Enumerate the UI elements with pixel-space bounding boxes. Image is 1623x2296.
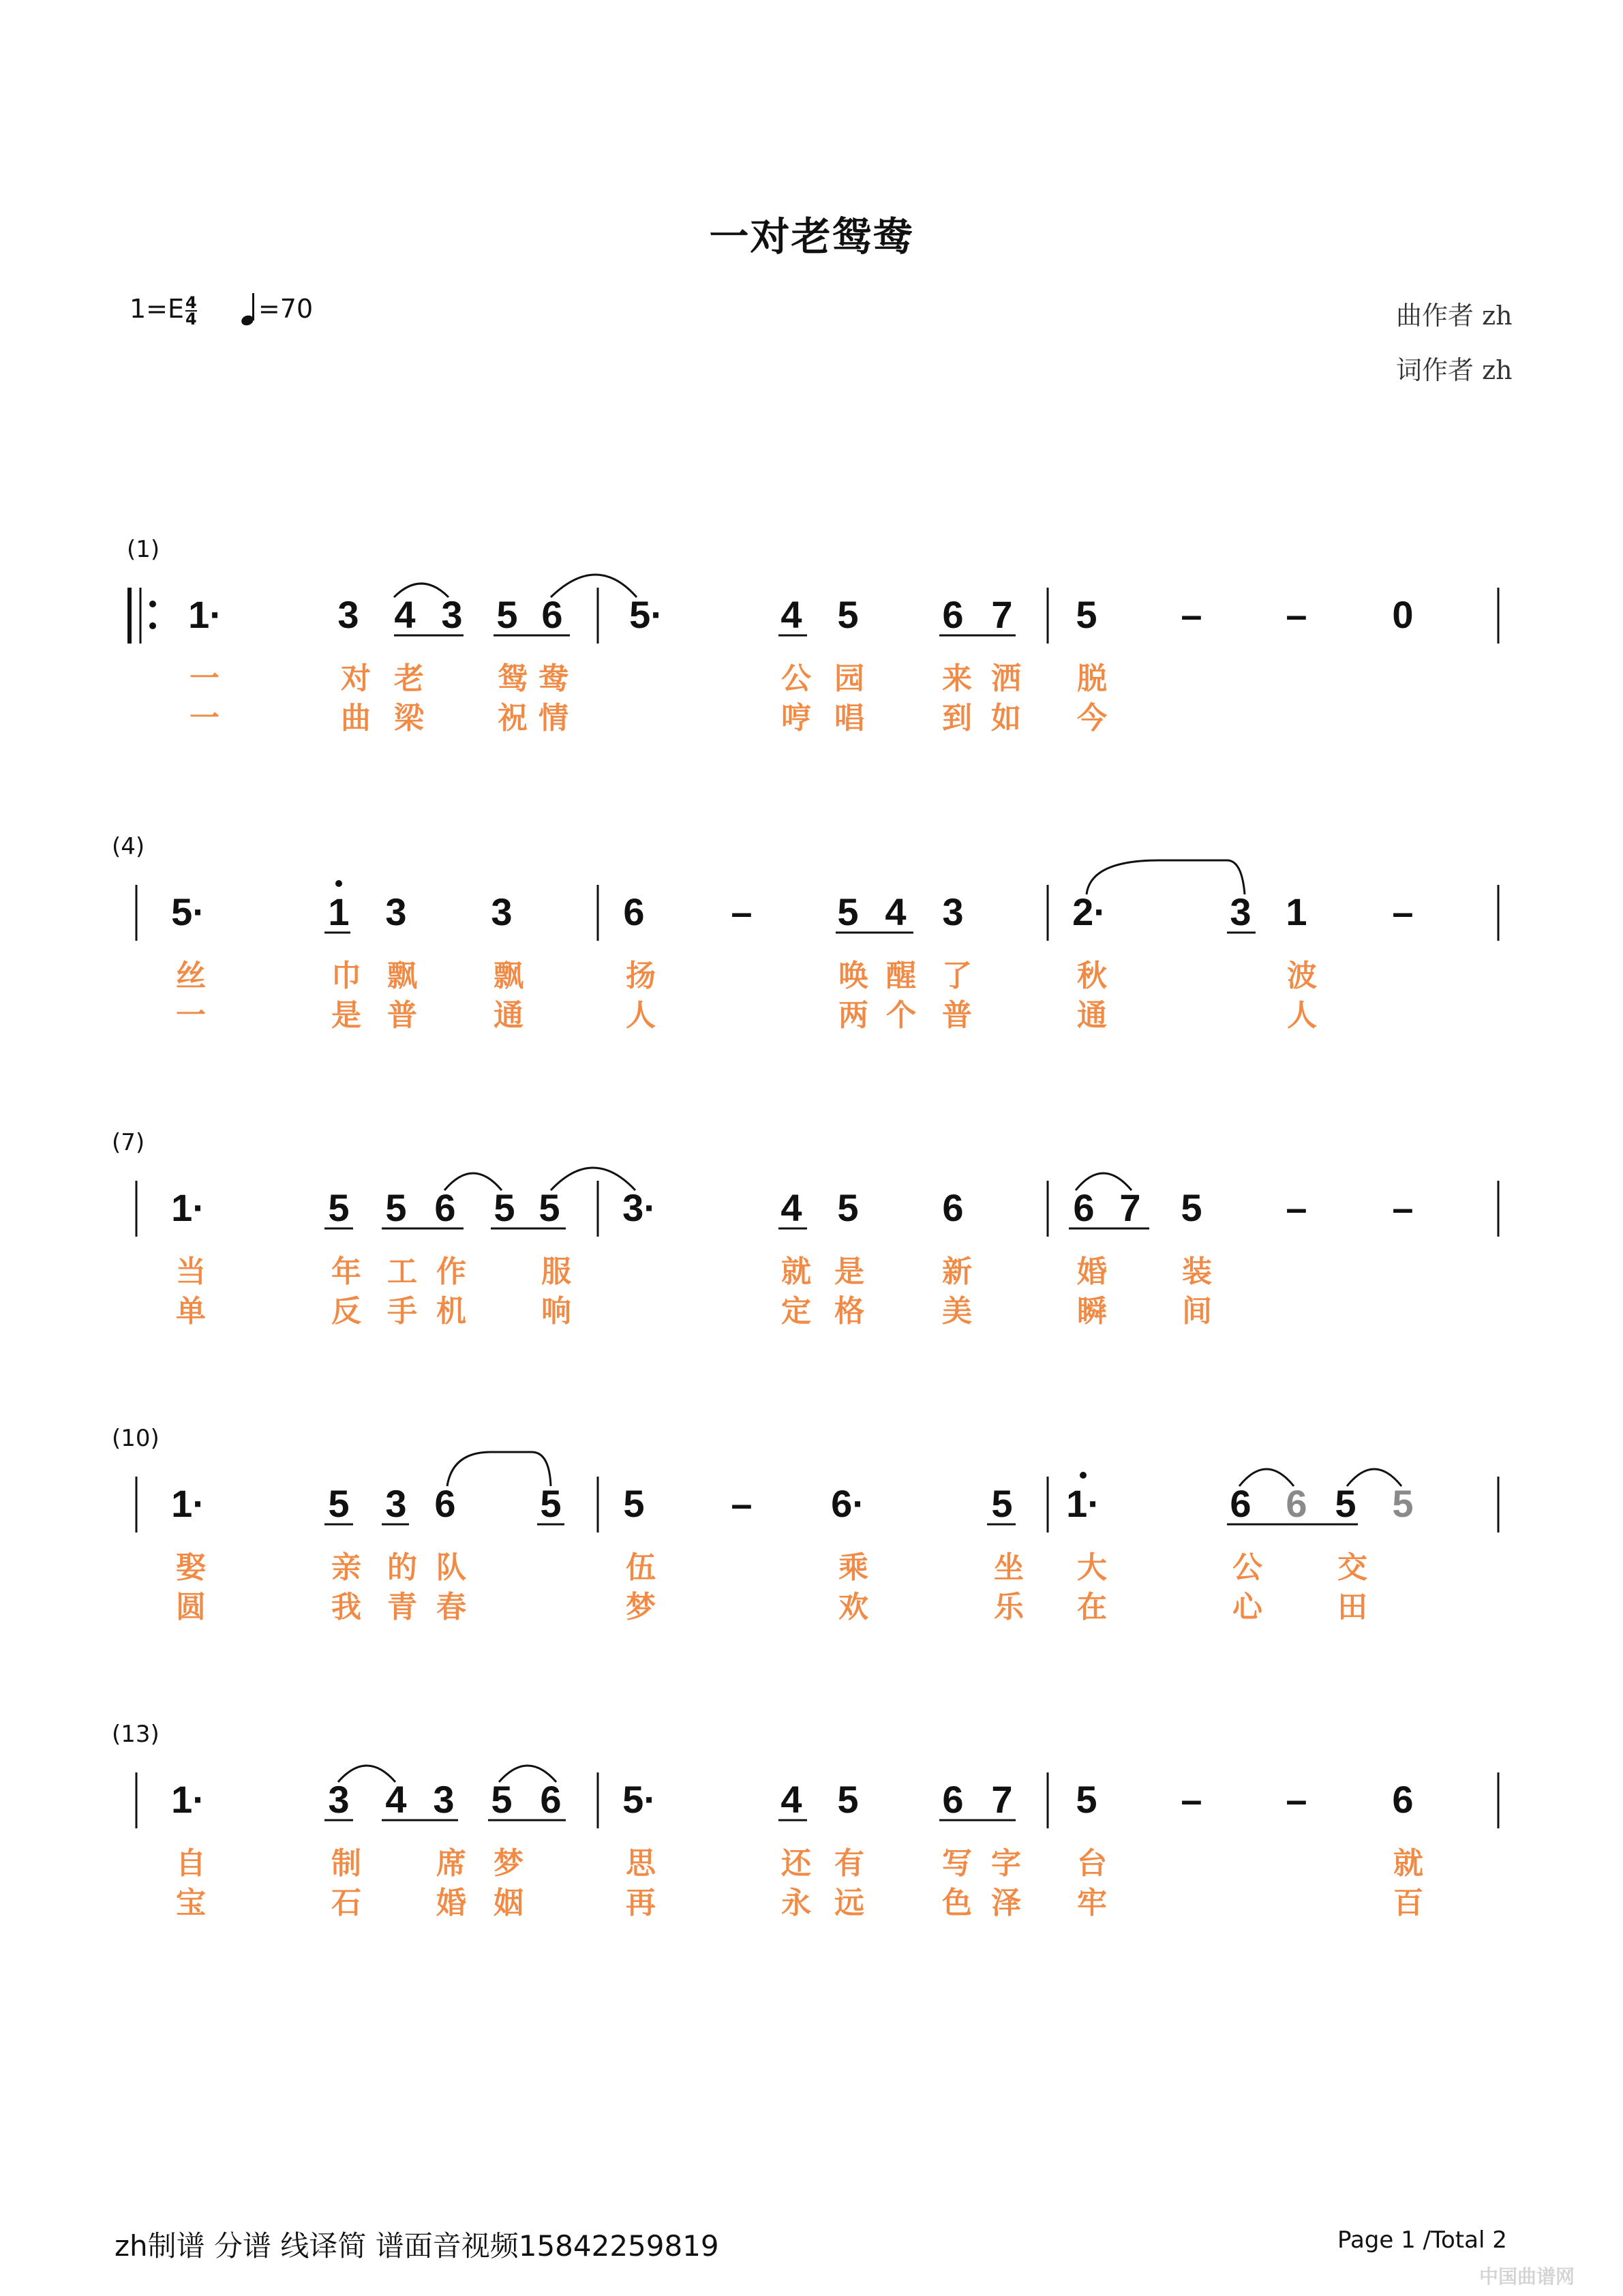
lyric: 洒 [991, 661, 1021, 696]
note: 5 [1076, 1778, 1097, 1821]
lyric: 春 [436, 1590, 466, 1625]
lyric: 圆 [176, 1590, 206, 1625]
lyric: 心 [1232, 1590, 1262, 1625]
note: 3 [491, 890, 513, 933]
lyric: 丝 [176, 958, 206, 993]
note: 5 [623, 1482, 645, 1525]
lyric: 个 [886, 998, 916, 1033]
note: 6 [1230, 1482, 1252, 1525]
lyric: 姻 [494, 1886, 524, 1920]
watermark-logo: 中国曲谱网 [1479, 2265, 1575, 2288]
note: 1· [171, 1778, 205, 1821]
note: 7 [991, 593, 1013, 636]
note: 6· [831, 1482, 865, 1525]
lyric: 还 [781, 1846, 811, 1881]
note: 1 [1286, 890, 1307, 933]
lyric: 是 [834, 1254, 864, 1289]
measure-number: (13) [112, 1721, 160, 1748]
note: 5 [494, 1186, 515, 1229]
lyric: 坐 [994, 1550, 1024, 1585]
lyric: 美 [942, 1294, 972, 1329]
lyric: 普 [387, 998, 417, 1033]
lyric: 年 [331, 1254, 361, 1289]
dash: – [1286, 1778, 1307, 1821]
lyric: 今 [1077, 701, 1107, 736]
lyric: 我 [331, 1590, 361, 1625]
lyric: 制 [331, 1846, 361, 1881]
note: 6 [1073, 1186, 1095, 1229]
note: 4 [885, 890, 907, 933]
note: 1· [1066, 1482, 1100, 1525]
lyric: 百 [1393, 1886, 1423, 1920]
note: 5 [1076, 593, 1097, 636]
lyric: 席 [436, 1846, 466, 1881]
lyric: 的 [387, 1550, 417, 1585]
note: 4 [394, 593, 416, 636]
lyric: 一 [176, 998, 206, 1033]
lyric: 单 [176, 1294, 206, 1329]
footer-credit: zh制谱 分谱 线译简 谱面音视频15842259819 [115, 2229, 719, 2263]
lyric: 手 [387, 1294, 417, 1329]
note: 5 [328, 1482, 350, 1525]
note-grey: 5 [1392, 1482, 1414, 1525]
lyric: 通 [494, 998, 524, 1033]
octave-dot [1080, 1472, 1087, 1479]
dash: – [1392, 1186, 1414, 1229]
lyric: 人 [626, 998, 656, 1033]
note: 5 [837, 593, 859, 636]
measure-number: (4) [112, 833, 145, 860]
lyric: 乐 [994, 1590, 1024, 1625]
lyric: 哼 [781, 701, 811, 736]
page-title: 一对老鸳鸯 [709, 213, 914, 260]
note: 3 [337, 593, 359, 636]
note: 4 [780, 1186, 802, 1229]
note: 7 [1119, 1186, 1141, 1229]
note: 6 [434, 1186, 456, 1229]
dash: – [1286, 593, 1307, 636]
lyric: 在 [1077, 1590, 1107, 1625]
lyric: 队 [436, 1550, 466, 1585]
lyric: 响 [541, 1294, 571, 1329]
lyricist-credit: 词作者 zh [1396, 355, 1513, 385]
lyric: 巾 [331, 958, 361, 993]
rest: 0 [1392, 593, 1414, 636]
note: 5 [496, 593, 518, 636]
lyric: 就 [1393, 1846, 1423, 1881]
lyric: 石 [331, 1886, 361, 1920]
note: 5 [991, 1482, 1013, 1525]
lyric: 通 [1077, 998, 1107, 1033]
note: 5 [837, 890, 859, 933]
dash: – [731, 1482, 753, 1525]
note: 3 [385, 1482, 407, 1525]
lyric: 飘 [494, 958, 524, 993]
lyric: 曲 [341, 701, 371, 736]
lyric: 脱 [1077, 661, 1107, 696]
composer-credit: 曲作者 zh [1396, 301, 1513, 331]
lyric: 自 [176, 1846, 206, 1881]
lyric: 思 [626, 1846, 656, 1881]
tempo-value: =70 [258, 294, 314, 324]
lyric: 波 [1287, 958, 1317, 993]
note: 3 [328, 1778, 350, 1821]
lyric: 新 [942, 1254, 972, 1289]
lyric: 永 [781, 1886, 811, 1920]
note: 6 [434, 1482, 456, 1525]
note: 5 [539, 1186, 560, 1229]
note: 3· [622, 1186, 656, 1229]
note: 6 [540, 1778, 562, 1821]
note: 4 [385, 1778, 407, 1821]
lyric: 再 [626, 1886, 656, 1920]
note: 5 [491, 1778, 513, 1821]
note: 5 [1181, 1186, 1202, 1229]
lyric: 反 [331, 1294, 361, 1329]
lyric: 老 [394, 661, 424, 696]
note: 3 [942, 890, 964, 933]
measure-number: (10) [112, 1425, 160, 1452]
lyric: 远 [834, 1886, 864, 1920]
note: 6 [1392, 1778, 1414, 1821]
lyric: 作 [436, 1254, 466, 1289]
tie [1087, 860, 1245, 894]
note: 5 [1335, 1482, 1356, 1525]
note: 6 [942, 593, 964, 636]
lyric: 青 [387, 1590, 417, 1625]
lyric: 如 [991, 701, 1021, 736]
lyric: 普 [942, 998, 972, 1033]
lyric: 唤 [838, 958, 868, 993]
lyric: 醒 [886, 958, 916, 993]
lyric: 交 [1337, 1550, 1367, 1585]
note: 1· [171, 1482, 205, 1525]
dash: – [1392, 890, 1414, 933]
dash: – [731, 890, 753, 933]
note: 5 [837, 1186, 859, 1229]
lyric: 格 [834, 1294, 864, 1329]
lyric: 鸯 [539, 661, 568, 696]
note: 6 [541, 593, 563, 636]
lyric: 婚 [436, 1886, 466, 1920]
lyric: 一 [189, 661, 219, 696]
lyric: 色 [942, 1886, 972, 1920]
lyric: 机 [436, 1294, 466, 1329]
note-grey: 6 [1286, 1482, 1307, 1525]
lyric: 有 [834, 1846, 864, 1881]
lyric: 牢 [1077, 1886, 1107, 1920]
lyric: 伍 [626, 1550, 656, 1585]
lyric: 大 [1077, 1550, 1107, 1585]
lyric: 人 [1287, 998, 1317, 1033]
note: 3 [385, 890, 407, 933]
octave-dot [335, 880, 342, 887]
dash: – [1181, 593, 1202, 636]
note: 5· [629, 593, 663, 636]
note: 1 [328, 890, 350, 933]
note: 2· [1072, 890, 1106, 933]
lyric: 祝 [498, 701, 528, 736]
note: 7 [991, 1778, 1013, 1821]
lyric: 扬 [626, 958, 656, 993]
page-indicator: Page 1 /Total 2 [1337, 2226, 1507, 2254]
lyric: 梦 [626, 1590, 656, 1625]
lyric: 秋 [1077, 958, 1107, 993]
note: 5· [171, 890, 205, 933]
lyric: 就 [781, 1254, 811, 1289]
lyric: 定 [781, 1294, 811, 1329]
lyric: 唱 [834, 701, 864, 736]
lyric: 字 [991, 1846, 1021, 1881]
note: 5· [622, 1778, 656, 1821]
lyric: 了 [942, 958, 972, 993]
lyric: 装 [1182, 1254, 1212, 1289]
lyric: 公 [1232, 1550, 1262, 1585]
lyric: 欢 [838, 1590, 868, 1625]
lyric: 宝 [176, 1886, 206, 1920]
lyric: 情 [539, 701, 568, 736]
lyric: 对 [341, 661, 371, 696]
lyric: 乘 [838, 1550, 868, 1585]
lyric: 写 [942, 1846, 972, 1881]
lyric: 亲 [331, 1550, 361, 1585]
note: 5 [328, 1186, 350, 1229]
lyric: 来 [942, 661, 972, 696]
note: 3 [1230, 890, 1252, 933]
note: 5 [540, 1482, 562, 1525]
lyric: 到 [942, 701, 972, 736]
lyric: 台 [1077, 1846, 1107, 1881]
note: 4 [780, 1778, 802, 1821]
time-signature: $\frac{4}{4}$ [185, 292, 197, 329]
dash: – [1181, 1778, 1202, 1821]
lyric: 飘 [387, 958, 417, 993]
lyric: 一 [189, 701, 219, 736]
key-signature: 1=E [130, 294, 185, 324]
note: 4 [780, 593, 802, 636]
lyric: 梁 [394, 701, 424, 736]
measure-number: (1) [127, 536, 160, 563]
lyric: 梦 [494, 1846, 524, 1881]
lyric: 园 [834, 661, 864, 696]
lyric: 当 [176, 1254, 206, 1289]
measure-number: (7) [112, 1129, 145, 1156]
note: 1· [171, 1186, 205, 1229]
lyric: 两 [838, 998, 868, 1033]
lyric: 服 [541, 1254, 571, 1289]
note: 3 [433, 1778, 455, 1821]
lyric: 娶 [176, 1550, 206, 1585]
lyric: 间 [1182, 1294, 1212, 1329]
note: 6 [942, 1778, 964, 1821]
lyric: 工 [387, 1254, 417, 1289]
note: 6 [942, 1186, 964, 1229]
note: 5 [837, 1778, 859, 1821]
lyric: 瞬 [1077, 1294, 1107, 1329]
lyric: 婚 [1077, 1254, 1107, 1289]
note: 5 [385, 1186, 407, 1229]
lyric: 是 [331, 998, 361, 1033]
dash: – [1286, 1186, 1307, 1229]
note: 6 [623, 890, 645, 933]
note: 3 [441, 593, 463, 636]
lyric: 田 [1337, 1590, 1367, 1625]
lyric: 公 [781, 661, 811, 696]
note: 1· [188, 593, 222, 636]
lyric: 泽 [991, 1886, 1021, 1920]
lyric: 鸳 [498, 661, 528, 696]
